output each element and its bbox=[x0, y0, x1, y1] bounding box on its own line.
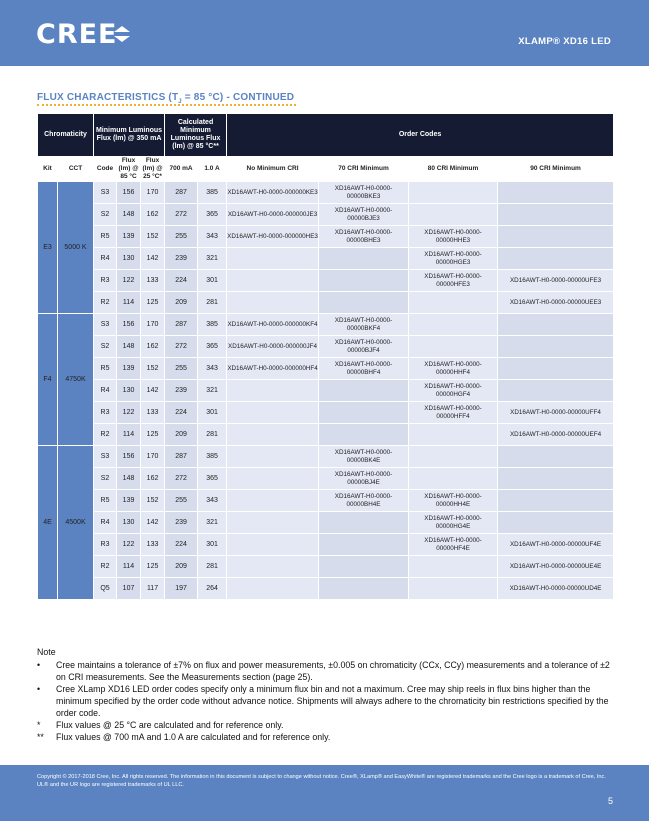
bin-code-cell: R2 bbox=[94, 556, 117, 578]
flux-table bbox=[37, 113, 614, 600]
flux-700ma-cell: 255 bbox=[165, 490, 198, 512]
flux-1a-cell: 281 bbox=[198, 292, 227, 314]
note-text: Cree maintains a tolerance of ±7% on flux and power measurements, ±0.005 on chromaticity (CCx, CCy) measurements and a tolerance of ±2 on CRI measurements. See the Measurements section (page 25). bbox=[56, 660, 610, 682]
order-code-80cri bbox=[409, 556, 498, 578]
flux-25-cell: 162 bbox=[141, 336, 165, 358]
flux-85-cell: 148 bbox=[117, 204, 141, 226]
order-code-90cri bbox=[498, 226, 614, 248]
table-row bbox=[38, 204, 614, 226]
order-code-90cri bbox=[498, 380, 614, 402]
flux-700ma-cell: 272 bbox=[165, 204, 198, 226]
table-row bbox=[38, 336, 614, 358]
bin-code-cell: Q5 bbox=[94, 578, 117, 600]
order-code-90cri bbox=[498, 248, 614, 270]
flux-700ma-cell: 224 bbox=[165, 402, 198, 424]
flux-700ma-cell: 287 bbox=[165, 182, 198, 204]
order-code-no-cri bbox=[227, 270, 319, 292]
bin-code-cell: R3 bbox=[94, 270, 117, 292]
bin-code-cell: R3 bbox=[94, 534, 117, 556]
order-code-80cri: XD16AWT-H0-0000-00000HFF4 bbox=[409, 402, 498, 424]
flux-700ma-cell: 239 bbox=[165, 512, 198, 534]
flux-1a-cell: 321 bbox=[198, 512, 227, 534]
table-row bbox=[38, 248, 614, 270]
note-text: Cree XLamp XD16 LED order codes specify only a minimum flux bin and not a maximum. Cree may ship reels in flux bins higher than the minimum specified by the order code without advance notice. Shipments will always adhere to the chromaticity bin restrictions specified by the order code. bbox=[56, 684, 609, 718]
copyright-text: Copyright © 2017-2018 Cree, Inc. All rights reserved. The information in this document is subject to change without notice. Cree®, XLamp® and EasyWhite® are registered trademarks and the Cree logo is a trademark of Cree, Inc. UL® and the UR logo are registered trademarks of UL LLC. bbox=[37, 774, 606, 788]
order-code-no-cri bbox=[227, 402, 319, 424]
header-calc-flux: Calculated Minimum Luminous Flux (lm) @ 85 °C** bbox=[165, 114, 227, 157]
flux-25-cell: 142 bbox=[141, 248, 165, 270]
order-code-70cri bbox=[319, 534, 409, 556]
header-row-sub bbox=[38, 157, 614, 182]
note-bullet: • bbox=[37, 660, 41, 670]
flux-85-cell: 114 bbox=[117, 292, 141, 314]
flux-25-cell: 152 bbox=[141, 358, 165, 380]
bin-code-cell: S2 bbox=[94, 204, 117, 226]
flux-1a-cell: 365 bbox=[198, 468, 227, 490]
notes bbox=[37, 646, 615, 743]
order-code-no-cri bbox=[227, 380, 319, 402]
order-code-70cri: XD16AWT-H0-0000-00000BJE3 bbox=[319, 204, 409, 226]
bin-code-cell: R5 bbox=[94, 490, 117, 512]
table-body bbox=[38, 182, 614, 600]
flux-85-cell: 130 bbox=[117, 512, 141, 534]
table-row bbox=[38, 424, 614, 446]
flux-1a-cell: 365 bbox=[198, 336, 227, 358]
bin-code-cell: S3 bbox=[94, 182, 117, 204]
order-code-80cri: XD16AWT-H0-0000-00000HHE3 bbox=[409, 226, 498, 248]
flux-1a-cell: 385 bbox=[198, 314, 227, 336]
flux-85-cell: 139 bbox=[117, 490, 141, 512]
flux-85-cell: 122 bbox=[117, 270, 141, 292]
flux-85-cell: 156 bbox=[117, 446, 141, 468]
subheader-cell: No Minimum CRI bbox=[227, 157, 319, 182]
flux-25-cell: 162 bbox=[141, 204, 165, 226]
header-order-codes: Order Codes bbox=[227, 114, 614, 157]
order-code-90cri bbox=[498, 336, 614, 358]
flux-85-cell: 139 bbox=[117, 358, 141, 380]
flux-700ma-cell: 255 bbox=[165, 358, 198, 380]
order-code-90cri: XD16AWT-H0-0000-00000UEF4 bbox=[498, 424, 614, 446]
order-code-80cri bbox=[409, 204, 498, 226]
table-row bbox=[38, 270, 614, 292]
flux-25-cell: 133 bbox=[141, 402, 165, 424]
flux-85-cell: 114 bbox=[117, 556, 141, 578]
product-name: XLAMP® XD16 LED bbox=[518, 36, 611, 47]
order-code-90cri: XD16AWT-H0-0000-00000UFF4 bbox=[498, 402, 614, 424]
flux-25-cell: 170 bbox=[141, 182, 165, 204]
table-row bbox=[38, 182, 614, 204]
bin-code-cell: S2 bbox=[94, 336, 117, 358]
page-footer bbox=[0, 765, 649, 821]
order-code-80cri bbox=[409, 182, 498, 204]
table-row bbox=[38, 314, 614, 336]
flux-25-cell: 162 bbox=[141, 468, 165, 490]
order-code-no-cri bbox=[227, 556, 319, 578]
order-code-no-cri bbox=[227, 578, 319, 600]
order-code-80cri bbox=[409, 314, 498, 336]
header-row-top bbox=[38, 114, 614, 157]
order-code-80cri bbox=[409, 468, 498, 490]
note-item bbox=[37, 731, 615, 743]
flux-25-cell: 125 bbox=[141, 424, 165, 446]
table-row bbox=[38, 358, 614, 380]
flux-700ma-cell: 255 bbox=[165, 226, 198, 248]
subheader-cell: 700 mA bbox=[165, 157, 198, 182]
bin-code-cell: R2 bbox=[94, 424, 117, 446]
table-row bbox=[38, 490, 614, 512]
order-code-90cri: XD16AWT-H0-0000-00000UFE3 bbox=[498, 270, 614, 292]
flux-85-cell: 148 bbox=[117, 468, 141, 490]
flux-700ma-cell: 209 bbox=[165, 556, 198, 578]
order-code-no-cri: XD16AWT-H0-0000-000000KF4 bbox=[227, 314, 319, 336]
subheader-cell: 1.0 A bbox=[198, 157, 227, 182]
cct-cell: 4750K bbox=[58, 314, 94, 446]
order-code-90cri bbox=[498, 182, 614, 204]
order-code-90cri: XD16AWT-H0-0000-00000UEE3 bbox=[498, 292, 614, 314]
order-code-70cri: XD16AWT-H0-0000-00000BJF4 bbox=[319, 336, 409, 358]
order-code-80cri bbox=[409, 446, 498, 468]
flux-700ma-cell: 209 bbox=[165, 292, 198, 314]
table-row bbox=[38, 446, 614, 468]
order-code-90cri: XD16AWT-H0-0000-00000UE4E bbox=[498, 556, 614, 578]
page-number: 5 bbox=[607, 796, 613, 806]
subheader-cell: Flux (lm) @ 85 °C bbox=[118, 157, 139, 180]
flux-85-cell: 156 bbox=[117, 182, 141, 204]
flux-85-cell: 130 bbox=[117, 380, 141, 402]
order-code-no-cri: XD16AWT-H0-0000-000000JE3 bbox=[227, 204, 319, 226]
order-code-80cri bbox=[409, 292, 498, 314]
flux-1a-cell: 343 bbox=[198, 490, 227, 512]
flux-25-cell: 117 bbox=[141, 578, 165, 600]
order-code-80cri: XD16AWT-H0-0000-00000HFE3 bbox=[409, 270, 498, 292]
bin-code-cell: R4 bbox=[94, 248, 117, 270]
order-code-70cri bbox=[319, 380, 409, 402]
flux-1a-cell: 365 bbox=[198, 204, 227, 226]
flux-1a-cell: 301 bbox=[198, 534, 227, 556]
flux-700ma-cell: 287 bbox=[165, 446, 198, 468]
order-code-70cri bbox=[319, 512, 409, 534]
flux-700ma-cell: 287 bbox=[165, 314, 198, 336]
order-code-90cri bbox=[498, 512, 614, 534]
bin-code-cell: R3 bbox=[94, 402, 117, 424]
flux-1a-cell: 321 bbox=[198, 380, 227, 402]
order-code-80cri bbox=[409, 336, 498, 358]
order-code-70cri bbox=[319, 578, 409, 600]
flux-1a-cell: 385 bbox=[198, 446, 227, 468]
table-row bbox=[38, 512, 614, 534]
flux-25-cell: 142 bbox=[141, 380, 165, 402]
note-bullet: ** bbox=[37, 732, 44, 742]
flux-85-cell: 148 bbox=[117, 336, 141, 358]
flux-1a-cell: 321 bbox=[198, 248, 227, 270]
order-code-70cri: XD16AWT-H0-0000-00000BHE3 bbox=[319, 226, 409, 248]
order-code-80cri: XD16AWT-H0-0000-00000HH4E bbox=[409, 490, 498, 512]
order-code-90cri bbox=[498, 468, 614, 490]
subheader-cell: Code bbox=[94, 157, 117, 182]
order-code-70cri: XD16AWT-H0-0000-00000BK4E bbox=[319, 446, 409, 468]
order-code-70cri: XD16AWT-H0-0000-00000BKE3 bbox=[319, 182, 409, 204]
order-code-70cri: XD16AWT-H0-0000-00000BKF4 bbox=[319, 314, 409, 336]
bin-code-cell: R5 bbox=[94, 358, 117, 380]
flux-700ma-cell: 272 bbox=[165, 336, 198, 358]
flux-25-cell: 170 bbox=[141, 446, 165, 468]
order-code-70cri bbox=[319, 292, 409, 314]
flux-1a-cell: 281 bbox=[198, 424, 227, 446]
table-row bbox=[38, 402, 614, 424]
flux-700ma-cell: 224 bbox=[165, 270, 198, 292]
order-code-70cri bbox=[319, 248, 409, 270]
title-part1: FLUX CHARACTERISTICS (T bbox=[37, 92, 179, 103]
bin-code-cell: R4 bbox=[94, 380, 117, 402]
bin-code-cell: R4 bbox=[94, 512, 117, 534]
cree-arrows-icon bbox=[113, 26, 131, 42]
bin-code-cell: R2 bbox=[94, 292, 117, 314]
subheader-cell: 70 CRI Minimum bbox=[319, 157, 409, 182]
flux-85-cell: 107 bbox=[117, 578, 141, 600]
note-bullet: • bbox=[37, 684, 41, 694]
flux-1a-cell: 385 bbox=[198, 182, 227, 204]
kit-cell: F4 bbox=[38, 314, 58, 446]
flux-700ma-cell: 239 bbox=[165, 248, 198, 270]
order-code-80cri bbox=[409, 578, 498, 600]
order-code-90cri bbox=[498, 446, 614, 468]
flux-1a-cell: 301 bbox=[198, 270, 227, 292]
flux-25-cell: 170 bbox=[141, 314, 165, 336]
title-subscript: J bbox=[178, 99, 182, 105]
subheader-cell: Kit bbox=[38, 157, 58, 182]
flux-700ma-cell: 209 bbox=[165, 424, 198, 446]
header-chromaticity: Chromaticity bbox=[38, 114, 94, 157]
subheader-cell: 90 CRI Minimum bbox=[498, 157, 614, 182]
order-code-70cri bbox=[319, 402, 409, 424]
flux-85-cell: 156 bbox=[117, 314, 141, 336]
note-item bbox=[37, 683, 615, 719]
flux-25-cell: 133 bbox=[141, 270, 165, 292]
note-item bbox=[37, 659, 615, 683]
subheader-cell: Flux (lm) @ 25 °C* bbox=[142, 157, 163, 180]
order-code-no-cri bbox=[227, 248, 319, 270]
cree-logo: CREE bbox=[36, 19, 118, 50]
subheader-cell: 80 CRI Minimum bbox=[409, 157, 498, 182]
header-min-flux: Minimum Luminous Flux (lm) @ 350 mA bbox=[94, 114, 165, 157]
flux-25-cell: 125 bbox=[141, 292, 165, 314]
flux-85-cell: 122 bbox=[117, 534, 141, 556]
order-code-90cri: XD16AWT-H0-0000-00000UD4E bbox=[498, 578, 614, 600]
bin-code-cell: R5 bbox=[94, 226, 117, 248]
order-code-70cri bbox=[319, 424, 409, 446]
note-text: Flux values @ 25 °C are calculated and for reference only. bbox=[56, 720, 284, 730]
bin-code-cell: S3 bbox=[94, 446, 117, 468]
flux-25-cell: 142 bbox=[141, 512, 165, 534]
order-code-80cri: XD16AWT-H0-0000-00000HG4E bbox=[409, 512, 498, 534]
flux-1a-cell: 343 bbox=[198, 226, 227, 248]
note-bullet: * bbox=[37, 720, 41, 730]
flux-25-cell: 133 bbox=[141, 534, 165, 556]
bin-code-cell: S3 bbox=[94, 314, 117, 336]
flux-25-cell: 152 bbox=[141, 226, 165, 248]
order-code-no-cri: XD16AWT-H0-0000-000000KE3 bbox=[227, 182, 319, 204]
order-code-80cri: XD16AWT-H0-0000-00000HGE3 bbox=[409, 248, 498, 270]
table-row bbox=[38, 292, 614, 314]
order-code-80cri: XD16AWT-H0-0000-00000HF4E bbox=[409, 534, 498, 556]
order-code-no-cri bbox=[227, 490, 319, 512]
bin-code-cell: S2 bbox=[94, 468, 117, 490]
note-item bbox=[37, 719, 615, 731]
order-code-90cri bbox=[498, 204, 614, 226]
flux-1a-cell: 281 bbox=[198, 556, 227, 578]
flux-700ma-cell: 224 bbox=[165, 534, 198, 556]
order-code-70cri bbox=[319, 556, 409, 578]
order-code-70cri: XD16AWT-H0-0000-00000BHF4 bbox=[319, 358, 409, 380]
order-code-no-cri bbox=[227, 424, 319, 446]
order-code-no-cri bbox=[227, 292, 319, 314]
order-code-90cri bbox=[498, 490, 614, 512]
order-code-90cri bbox=[498, 314, 614, 336]
order-code-80cri bbox=[409, 424, 498, 446]
flux-85-cell: 122 bbox=[117, 402, 141, 424]
order-code-90cri: XD16AWT-H0-0000-00000UF4E bbox=[498, 534, 614, 556]
notes-list bbox=[37, 659, 615, 743]
table-row bbox=[38, 380, 614, 402]
kit-cell: E3 bbox=[38, 182, 58, 314]
order-code-70cri: XD16AWT-H0-0000-00000BH4E bbox=[319, 490, 409, 512]
flux-1a-cell: 301 bbox=[198, 402, 227, 424]
title-part2: = 85 °C) - CONTINUED bbox=[181, 92, 295, 103]
table-row bbox=[38, 226, 614, 248]
order-code-70cri: XD16AWT-H0-0000-00000BJ4E bbox=[319, 468, 409, 490]
order-code-no-cri: XD16AWT-H0-0000-000000HE3 bbox=[227, 226, 319, 248]
cct-cell: 4500K bbox=[58, 446, 94, 600]
kit-cell: 4E bbox=[38, 446, 58, 600]
flux-700ma-cell: 197 bbox=[165, 578, 198, 600]
order-code-no-cri bbox=[227, 534, 319, 556]
order-code-no-cri: XD16AWT-H0-0000-000000JF4 bbox=[227, 336, 319, 358]
flux-700ma-cell: 272 bbox=[165, 468, 198, 490]
cct-cell: 5000 K bbox=[58, 182, 94, 314]
order-code-no-cri bbox=[227, 512, 319, 534]
flux-85-cell: 139 bbox=[117, 226, 141, 248]
subheader-cell: CCT bbox=[58, 157, 94, 182]
table-row bbox=[38, 578, 614, 600]
flux-700ma-cell: 239 bbox=[165, 380, 198, 402]
flux-1a-cell: 343 bbox=[198, 358, 227, 380]
page-header bbox=[0, 0, 649, 66]
order-code-90cri bbox=[498, 358, 614, 380]
order-code-70cri bbox=[319, 270, 409, 292]
table-row bbox=[38, 556, 614, 578]
flux-25-cell: 125 bbox=[141, 556, 165, 578]
note-text: Flux values @ 700 mA and 1.0 A are calculated and for reference only. bbox=[56, 732, 331, 742]
order-code-80cri: XD16AWT-H0-0000-00000HGF4 bbox=[409, 380, 498, 402]
table-row bbox=[38, 468, 614, 490]
order-code-no-cri: XD16AWT-H0-0000-000000HF4 bbox=[227, 358, 319, 380]
order-code-80cri: XD16AWT-H0-0000-00000HHF4 bbox=[409, 358, 498, 380]
notes-title: Note bbox=[37, 647, 56, 657]
flux-85-cell: 130 bbox=[117, 248, 141, 270]
table-row bbox=[38, 534, 614, 556]
flux-25-cell: 152 bbox=[141, 490, 165, 512]
order-code-no-cri bbox=[227, 446, 319, 468]
flux-1a-cell: 264 bbox=[198, 578, 227, 600]
order-code-no-cri bbox=[227, 468, 319, 490]
flux-85-cell: 114 bbox=[117, 424, 141, 446]
title-underline bbox=[37, 104, 296, 106]
